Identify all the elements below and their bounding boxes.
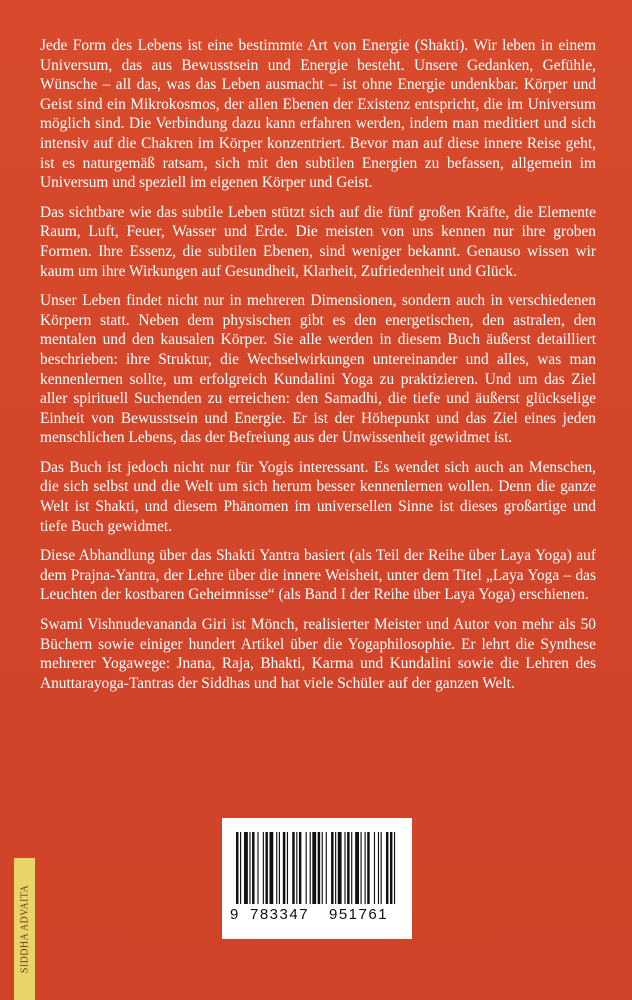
barcode-bar: [386, 832, 388, 904]
blurb-paragraph-2: Das sichtbare wie das subtile Leben stützt sich auf die fünf großen Kräfte, die Elemente Raum, Luft, Feuer, Wasser und Erde. Die meisten von uns kennen nur ihre groben Formen. Ihre Essenz, die subtilen Ebenen, sind weniger bekannt. Genauso wissen wir kaum um ihre Wirkungen auf Gesundheit, Klarheit, Zufriedenheit und Glück.: [40, 203, 596, 280]
barcode-bar: [331, 832, 333, 904]
barcode-bar: [287, 832, 288, 904]
barcode-bar: [276, 832, 277, 904]
publisher-tag-label: SIDDHA ADVAITA: [19, 884, 30, 974]
blurb-paragraph-1: Jede Form des Lebens ist eine bestimmte Art von Energie (Shakti). Wir leben in einem Universum, das aus Bewusstsein und Energie besteht. Unsere Gedanken, Gefühle, Wünsche – all das, was das Leben ausmacht – ist ohne Energie undenkbar. Körper und Geist sind ein Mikrokosmos, der allen Ebenen der Existenz entspricht, die im Universum möglich sind. Die Verbindung dazu kann erfahren werden, indem man meditiert und sich intensiv auf die Chakren im Körper konzentriert. Bevor man auf diese innere Reise geht, ist es naturgemäß ratsam, sich mit den subtilen Energien zu befassen, allgemein im Universum und speziell im eigenen Körper und Geist.: [40, 37, 596, 192]
barcode-bar: [312, 832, 316, 904]
barcode-bar: [299, 832, 301, 904]
barcode-bar: [365, 832, 366, 904]
barcode-digit-left-group: 783347: [250, 906, 310, 923]
barcode-bar: [335, 832, 336, 904]
barcode-bar: [326, 832, 327, 904]
barcode-bar: [283, 832, 285, 904]
barcode-bar: [236, 832, 238, 904]
barcode-bar: [249, 832, 250, 904]
isbn-barcode: [222, 818, 412, 939]
barcode-bar: [367, 832, 369, 904]
barcode-bar: [344, 832, 345, 904]
barcode-bar: [347, 832, 349, 904]
barcode-digit-right-group: 951761: [329, 906, 389, 923]
blurb-paragraph-4: Das Buch ist jedoch nicht nur für Yogis interessant. Es wendet sich auch an Menschen, die sich selbst und die Welt um sich herum besser kennenlernen wollen. Denn die ganze Welt ist Shakti, und diesem Phänomen im universellen Sinne ist dieses großartige und tiefe Buch gewidmet.: [40, 458, 596, 535]
author-bio-paragraph: Swami Vishnudevananda Giri ist Mönch, realisierter Meister und Autor von mehr als 50 Büchern sowie einiger hundert Artikel über die Yogaphilosophie. Er lehrt die Synthese mehrerer Yogawege: Jnana, Raja, Bhakti, Karma und Kundalini sowie die Lehren des Anuttarayoga-Tantras der Siddhas und hat viele Schüler auf der ganzen Welt.: [40, 616, 596, 692]
barcode-bar: [361, 832, 362, 904]
barcode-digit-lead: 9: [230, 906, 239, 923]
barcode-bar: [265, 832, 267, 904]
blurb-text: [40, 36, 596, 703]
blurb-paragraph-3: Unser Leben findet nicht nur in mehreren Dimensionen, sondern auch in verschiedenen Körpern statt. Neben dem physischen gibt es den energetischen, den astralen, den mentalen und den kausalen Körper. Sie alle werden in diesem Buch äußerst detailliert beschrieben: ihre Struktur, die Wechselwirkungen untereinander und alles, was man kennenlernen sollte, um erfolgreich Kundalini Yoga zu praktizieren. Und um das Ziel aller spirituell Suchenden zu erreichen: den Samadhi, die tiefe und äußerst glückselige Einheit von Bewusstsein und Energie. Er ist der Höhepunkt und das Ziel eines jeden menschlichen Lebens, das der Befreiung aus der Unwissenheit gewidmet ist.: [40, 292, 596, 447]
barcode-bar: [381, 832, 382, 904]
publisher-tag: [14, 858, 35, 1000]
barcode-bar: [322, 832, 323, 904]
blurb-paragraph-5: Diese Abhandlung über das Shakti Yantra basiert (als Teil der Reihe über Laya Yoga) auf dem Prajna-Yantra, der Lehre über die innere Weisheit, unter dem Titel „Laya Yoga – das Leuchten der kostbaren Geheimnisse“ (als Band I der Reihe über Laya Yoga) erschienen.: [40, 547, 596, 604]
barcode-bar: [263, 832, 264, 904]
barcode-bar: [374, 832, 375, 904]
barcode-bar: [378, 832, 379, 904]
barcode-bar: [355, 832, 359, 904]
barcode-bar: [390, 832, 392, 904]
barcode-bar: [296, 832, 297, 904]
barcode-bar: [338, 832, 342, 904]
barcode-bar: [310, 832, 311, 904]
barcode-bar: [269, 832, 273, 904]
barcode-bar: [252, 832, 254, 904]
barcode-bars: [236, 832, 398, 904]
barcode-bar: [394, 832, 395, 904]
barcode-bar: [240, 832, 241, 904]
barcode-bar: [306, 832, 307, 904]
barcode-bar: [351, 832, 352, 904]
barcode-bar: [257, 832, 258, 904]
barcode-bar: [292, 832, 294, 904]
barcode-bar: [318, 832, 320, 904]
barcode-digits: [230, 906, 406, 928]
barcode-bar: [244, 832, 248, 904]
barcode-bar: [279, 832, 280, 904]
